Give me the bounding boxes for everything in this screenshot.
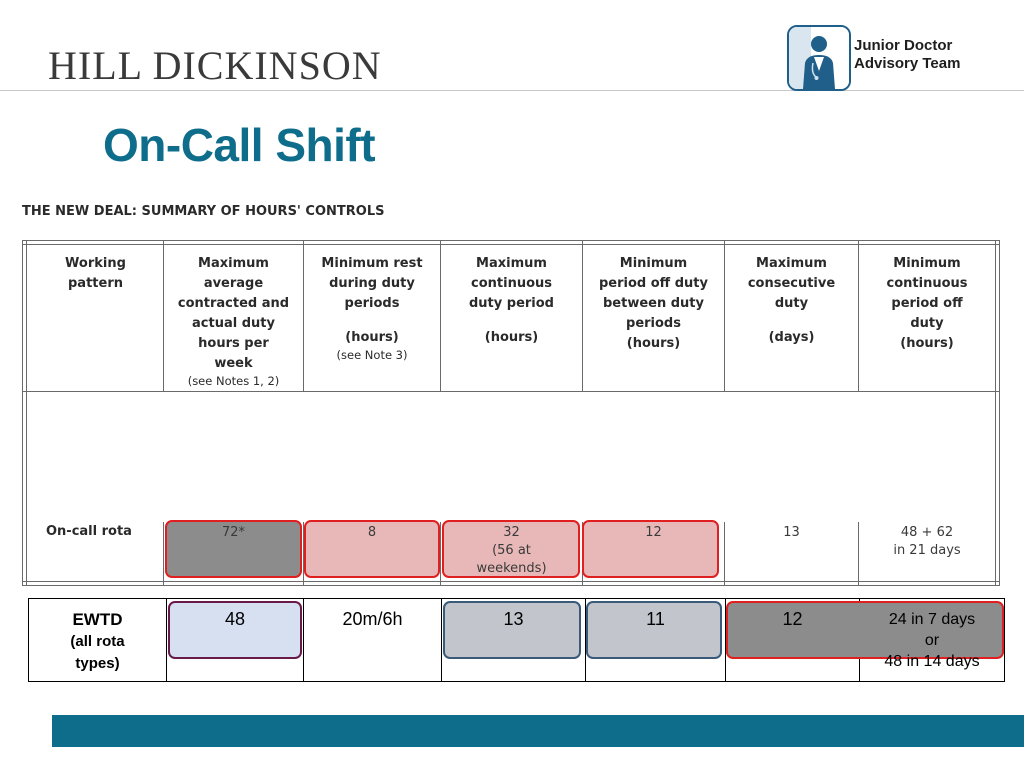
firm-logo [48,42,382,89]
firm-logo-text: HILL DICKINSON [48,43,382,88]
oncall-max-consecutive [725,524,858,542]
header-line: duty period [468,296,554,311]
header-max-continuous [441,254,582,348]
value-line: or [924,632,940,649]
header-line: duty [774,296,809,311]
value-line: 72* [221,525,246,540]
ewtd-max-consecutive: 12 [782,609,803,629]
value-line: 13 [783,525,800,540]
team-logo-line2: Advisory Team [854,55,961,72]
header-line: (hours) [484,330,539,345]
header-line: during duty [329,276,415,291]
header-line: Maximum [476,256,547,271]
table-bottom-border-inner [22,585,1000,586]
ewtd-min-rest: 20m/6h [342,609,403,629]
header-line: Minimum [619,256,688,271]
value-line: 48 in 14 days [884,653,980,670]
ewtd-row-label [29,609,166,675]
oncall-min-off-between [583,524,724,542]
table-bottom-border [22,581,1000,582]
value-line: 24 in 7 days [888,611,976,628]
ewtd-label-line2: (all rota [70,633,125,650]
header-line: duty [910,316,944,331]
header-max-average-hours [164,254,303,388]
value-line: 8 [367,525,377,540]
header-line: hours per [198,336,269,351]
table-left-border [22,240,23,586]
doctor-silhouette-icon [787,25,851,91]
header-line: Working [65,256,126,271]
value-line: weekends) [476,561,547,576]
header-line: (hours) [900,336,954,351]
value-line: in 21 days [893,543,961,558]
header-line: continuous [886,276,968,291]
slide-title: On-Call Shift [103,119,376,171]
header-gap [304,314,440,328]
header-line: period off [891,296,963,311]
header-line: week [214,356,253,371]
header-max-consecutive [725,254,858,348]
header-line: Minimum rest [321,256,423,271]
team-logo-line1: Junior Doctor [854,37,953,54]
header-line: (days) [768,330,815,345]
ewtd-table [28,598,1005,682]
header-line: pattern [68,276,123,291]
ewtd-max-hours: 48 [224,609,246,629]
header-divider-line [22,391,1000,392]
table-left-border-inner [26,240,27,586]
header-working-pattern [28,254,163,294]
header-min-continuous-off [859,254,995,354]
header-note: (see Notes 1, 2) [187,374,280,388]
header-line: Maximum [198,256,269,271]
header-gap [725,314,858,328]
table-right-border [995,240,996,586]
footer-bar [52,715,1024,747]
oncall-max-continuous [441,524,582,578]
header-line: continuous [471,276,552,291]
table-heading: THE NEW DEAL: SUMMARY OF HOURS' CONTROLS [22,204,385,219]
header-line: contracted and [177,296,290,311]
team-logo-text [854,37,960,73]
oncall-min-rest [304,524,440,542]
ewtd-label-line1: EWTD [72,610,123,629]
ewtd-max-continuous: 13 [503,609,524,629]
header-line: periods [626,316,681,331]
header-min-off-between [583,254,724,354]
header-line: consecutive [747,276,836,291]
table-top-border [22,240,1000,241]
table-top-border-inner [22,244,1000,245]
header-line: period off duty [599,276,708,291]
hours-controls-table [22,240,1000,586]
value-line: 48 + 62 [900,525,954,540]
oncall-min-continuous-off [859,524,995,560]
header-line: average [203,276,264,291]
oncall-max-hours [164,524,303,542]
header-line: Maximum [756,256,827,271]
header-line: between duty [602,296,704,311]
oncall-row-label: On-call rota [46,524,132,539]
table-right-border-inner [999,240,1000,586]
header-line: (hours) [626,336,681,351]
header-line: periods [344,296,400,311]
value-line: 12 [645,525,662,540]
ewtd-min-off-between: 11 [646,609,665,629]
ewtd-min-continuous-off [860,609,1004,672]
header-line: actual duty [192,316,275,331]
header-line: Minimum [893,256,961,271]
header-gap [441,314,582,328]
header-line: (hours) [345,330,399,345]
value-line: 32 [503,525,520,540]
header-note: (see Note 3) [336,348,408,362]
value-line: (56 at [492,543,531,558]
header-min-rest [304,254,440,362]
header-divider [0,90,1024,91]
ewtd-label-line3: types) [75,655,120,672]
